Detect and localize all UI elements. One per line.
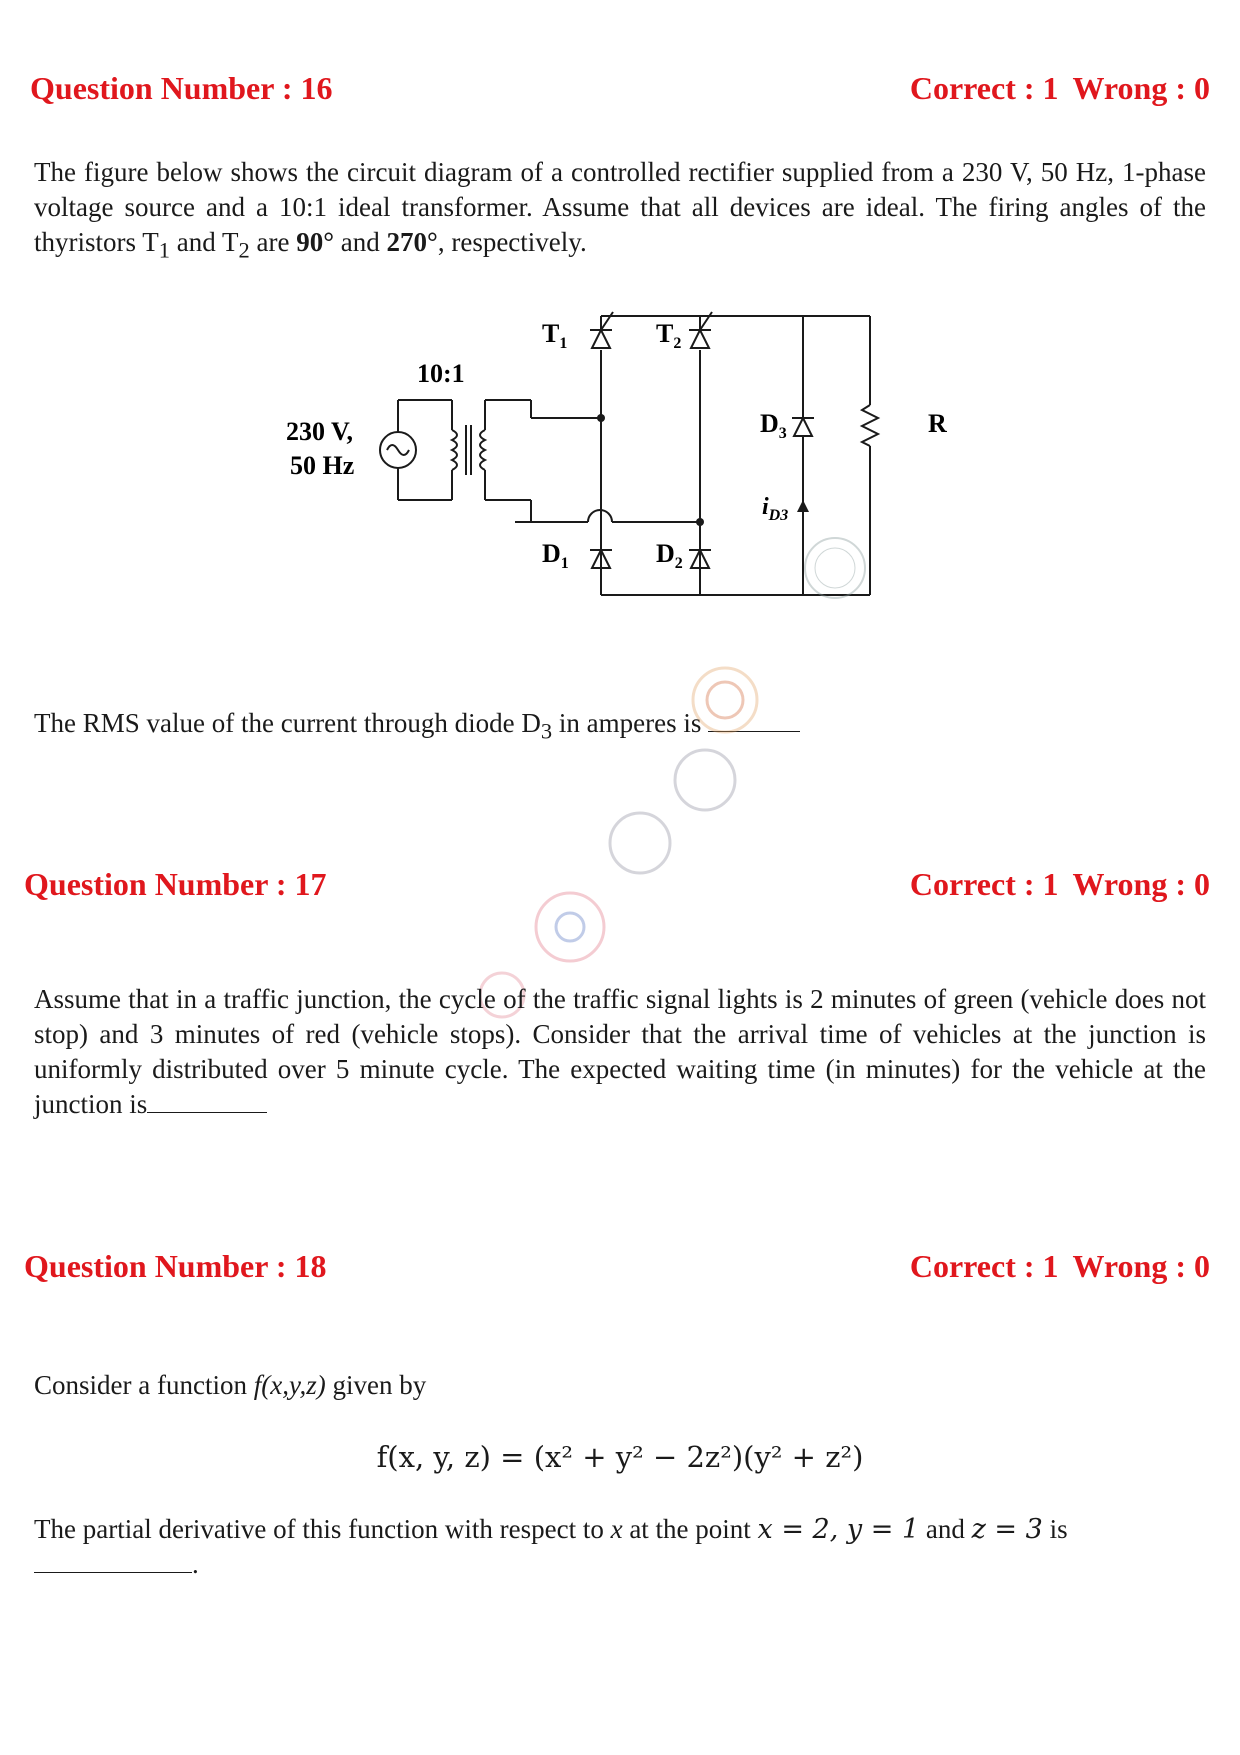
svg-text:T1: $T_1$ xyxy=(542,319,568,352)
svg-text:T2: $T_2$ xyxy=(656,319,682,352)
seal-watermark-icon xyxy=(805,538,865,598)
question-number: Question Number : 17 xyxy=(24,866,327,902)
question-16-prompt: The RMS value of the current through diode $D_3$ in amperes is xyxy=(34,706,1206,748)
resistor-label: R xyxy=(928,409,947,438)
svg-text:iD3: $i_{D3}$ xyxy=(762,494,789,524)
question-17-text: Assume that in a traffic junction, the cycle of the traffic signal lights is 2 minutes of green (vehicle does not stop) and 3 minutes of red (vehicle stops). Consider that the arrival time of vehicles at the junction is uniformly distributed over 5 minute cycle. The expected waiting time (in minutes) for the vehicle at the junction is xyxy=(34,984,1206,1119)
turns-ratio-label: 10:1 xyxy=(417,359,465,388)
score-info xyxy=(896,70,1210,107)
wrong-mark: Wrong : 0 xyxy=(1072,1248,1210,1284)
question-16-text: The figure below shows the circuit diagram of a controlled rectifier supplied from a 230 V, 50 Hz, 1-phase voltage source and a 10:1 ideal transformer. Assume that all devices are ideal. The firing angles of the thyristors $T_1$ and $T_2$ are 90° and 270°, respectively. xyxy=(34,157,1206,263)
transformer-primary xyxy=(452,430,457,470)
question-number: Question Number : 16 xyxy=(30,70,333,106)
institution-seal-icons xyxy=(480,665,780,1205)
svg-text:D3: $D_3$ xyxy=(760,409,787,442)
transformer-secondary xyxy=(480,430,485,470)
circuit-diagram xyxy=(270,300,950,680)
correct-mark: Correct : 1 xyxy=(909,1248,1059,1284)
question-18-text: The partial derivative of this function with respect to x at the point x = 2, y = 1 and z = 3 is . xyxy=(34,1514,1068,1579)
diode-d3-icon xyxy=(792,418,814,436)
wrong-mark: Wrong : 0 xyxy=(1072,70,1210,106)
question-header-18 xyxy=(0,1248,1240,1292)
question-18-intro: Consider a function f(x,y,z) given by xyxy=(34,1370,427,1400)
answer-blank xyxy=(147,1088,267,1113)
answer-blank xyxy=(34,1548,192,1573)
function-equation: f(x, y, z) = (x² + y² − 2z²)(y² + z²) xyxy=(376,1440,864,1474)
source-voltage-label: 230 V, xyxy=(286,417,353,446)
svg-text:D2: $D_2$ xyxy=(656,539,683,572)
question-header-17 xyxy=(0,866,1240,910)
source-frequency-label: 50 Hz xyxy=(290,451,355,480)
score-info xyxy=(896,1248,1210,1285)
wrong-mark: Wrong : 0 xyxy=(1072,866,1210,902)
correct-mark: Correct : 1 xyxy=(909,70,1059,106)
current-arrow-icon xyxy=(797,500,809,512)
resistor-icon xyxy=(862,405,878,446)
svg-text:D1: $D_1$ xyxy=(542,539,569,572)
score-info xyxy=(896,866,1210,903)
question-number: Question Number : 18 xyxy=(24,1248,327,1284)
question-header-16 xyxy=(0,70,1240,114)
correct-mark: Correct : 1 xyxy=(909,866,1059,902)
